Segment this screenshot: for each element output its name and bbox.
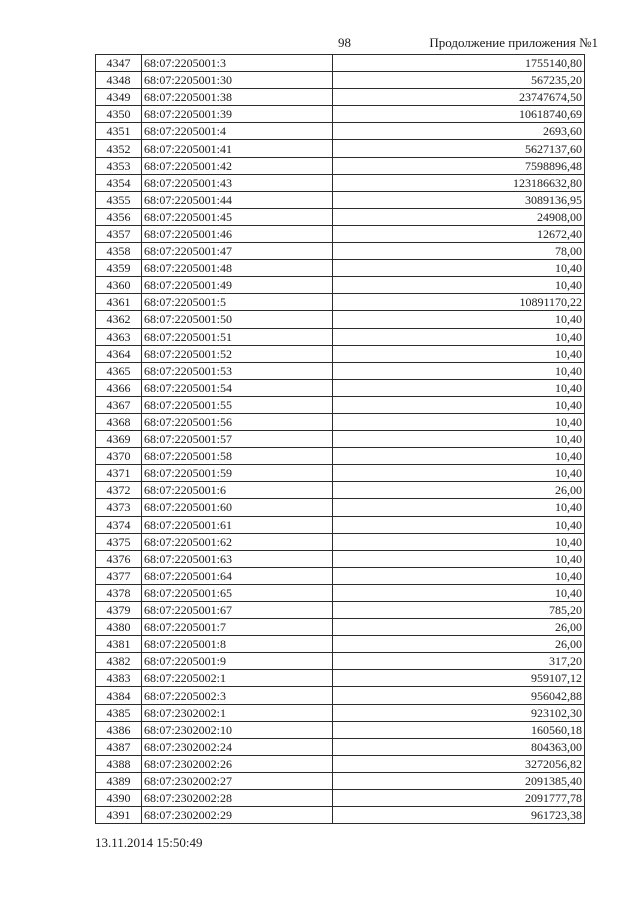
value-cell: 10,40 xyxy=(333,277,585,294)
value-cell: 10,40 xyxy=(333,533,585,550)
cadastral-number-cell: 68:07:2205001:30 xyxy=(142,72,333,89)
cadastral-number-cell: 68:07:2205001:6 xyxy=(142,482,333,499)
table-row xyxy=(96,738,585,755)
value-cell: 961723,38 xyxy=(333,807,585,824)
cadastral-number-cell: 68:07:2205001:49 xyxy=(142,277,333,294)
table-row xyxy=(96,345,585,362)
row-number-cell: 4368 xyxy=(96,413,142,430)
row-number-cell: 4384 xyxy=(96,687,142,704)
table-row xyxy=(96,670,585,687)
cadastral-number-cell: 68:07:2205001:48 xyxy=(142,260,333,277)
row-number-cell: 4360 xyxy=(96,277,142,294)
cadastral-number-cell: 68:07:2205001:51 xyxy=(142,328,333,345)
value-cell: 2091777,78 xyxy=(333,790,585,807)
row-number-cell: 4388 xyxy=(96,755,142,772)
row-number-cell: 4378 xyxy=(96,584,142,601)
cadastral-number-cell: 68:07:2205002:1 xyxy=(142,670,333,687)
value-cell: 785,20 xyxy=(333,602,585,619)
table-row xyxy=(96,687,585,704)
cadastral-number-cell: 68:07:2302002:10 xyxy=(142,721,333,738)
table-row xyxy=(96,208,585,225)
value-cell: 10,40 xyxy=(333,584,585,601)
row-number-cell: 4380 xyxy=(96,619,142,636)
value-cell: 26,00 xyxy=(333,636,585,653)
cadastral-number-cell: 68:07:2205001:59 xyxy=(142,465,333,482)
value-cell: 10,40 xyxy=(333,362,585,379)
row-number-cell: 4379 xyxy=(96,602,142,619)
row-number-cell: 4365 xyxy=(96,362,142,379)
table-row xyxy=(96,260,585,277)
cadastral-number-cell: 68:07:2205001:45 xyxy=(142,208,333,225)
value-cell: 10,40 xyxy=(333,413,585,430)
cadastral-number-cell: 68:07:2205001:43 xyxy=(142,174,333,191)
cadastral-number-cell: 68:07:2205001:5 xyxy=(142,294,333,311)
table-row xyxy=(96,653,585,670)
cadastral-number-cell: 68:07:2302002:27 xyxy=(142,772,333,789)
registry-table-body xyxy=(96,55,585,824)
table-row xyxy=(96,106,585,123)
table-row xyxy=(96,174,585,191)
cadastral-number-cell: 68:07:2205001:56 xyxy=(142,413,333,430)
row-number-cell: 4381 xyxy=(96,636,142,653)
row-number-cell: 4370 xyxy=(96,448,142,465)
cadastral-number-cell: 68:07:2302002:26 xyxy=(142,755,333,772)
table-row xyxy=(96,602,585,619)
row-number-cell: 4383 xyxy=(96,670,142,687)
cadastral-number-cell: 68:07:2205001:7 xyxy=(142,619,333,636)
cadastral-number-cell: 68:07:2302002:29 xyxy=(142,807,333,824)
row-number-cell: 4354 xyxy=(96,174,142,191)
value-cell: 10,40 xyxy=(333,328,585,345)
row-number-cell: 4359 xyxy=(96,260,142,277)
table-row xyxy=(96,584,585,601)
table-row xyxy=(96,448,585,465)
row-number-cell: 4348 xyxy=(96,72,142,89)
row-number-cell: 4356 xyxy=(96,208,142,225)
row-number-cell: 4366 xyxy=(96,379,142,396)
table-row xyxy=(96,567,585,584)
value-cell: 26,00 xyxy=(333,619,585,636)
value-cell: 10,40 xyxy=(333,448,585,465)
value-cell: 23747674,50 xyxy=(333,89,585,106)
value-cell: 2091385,40 xyxy=(333,772,585,789)
value-cell: 1755140,80 xyxy=(333,55,585,72)
cadastral-number-cell: 68:07:2205001:52 xyxy=(142,345,333,362)
table-row xyxy=(96,431,585,448)
table-row xyxy=(96,362,585,379)
appendix-caption: Продолжение приложения №1 xyxy=(429,35,598,50)
cadastral-number-cell: 68:07:2205001:3 xyxy=(142,55,333,72)
page-number: 98 xyxy=(338,35,351,50)
cadastral-number-cell: 68:07:2205001:61 xyxy=(142,516,333,533)
value-cell: 10,40 xyxy=(333,379,585,396)
cadastral-number-cell: 68:07:2205001:50 xyxy=(142,311,333,328)
row-number-cell: 4387 xyxy=(96,738,142,755)
value-cell: 959107,12 xyxy=(333,670,585,687)
table-row xyxy=(96,704,585,721)
row-number-cell: 4352 xyxy=(96,140,142,157)
value-cell: 10,40 xyxy=(333,311,585,328)
value-cell: 3272056,82 xyxy=(333,755,585,772)
table-row xyxy=(96,89,585,106)
cadastral-number-cell: 68:07:2302002:28 xyxy=(142,790,333,807)
row-number-cell: 4377 xyxy=(96,567,142,584)
value-cell: 26,00 xyxy=(333,482,585,499)
row-number-cell: 4349 xyxy=(96,89,142,106)
row-number-cell: 4351 xyxy=(96,123,142,140)
cadastral-number-cell: 68:07:2205001:46 xyxy=(142,225,333,242)
cadastral-number-cell: 68:07:2302002:24 xyxy=(142,738,333,755)
row-number-cell: 4363 xyxy=(96,328,142,345)
cadastral-number-cell: 68:07:2205001:57 xyxy=(142,431,333,448)
row-number-cell: 4350 xyxy=(96,106,142,123)
table-row xyxy=(96,311,585,328)
value-cell: 317,20 xyxy=(333,653,585,670)
cadastral-number-cell: 68:07:2205001:58 xyxy=(142,448,333,465)
value-cell: 10,40 xyxy=(333,465,585,482)
table-row xyxy=(96,243,585,260)
row-number-cell: 4385 xyxy=(96,704,142,721)
row-number-cell: 4386 xyxy=(96,721,142,738)
row-number-cell: 4353 xyxy=(96,157,142,174)
value-cell: 804363,00 xyxy=(333,738,585,755)
cadastral-number-cell: 68:07:2205001:65 xyxy=(142,584,333,601)
row-number-cell: 4364 xyxy=(96,345,142,362)
cadastral-number-cell: 68:07:2205001:4 xyxy=(142,123,333,140)
table-row xyxy=(96,516,585,533)
row-number-cell: 4347 xyxy=(96,55,142,72)
table-row xyxy=(96,191,585,208)
table-row xyxy=(96,772,585,789)
row-number-cell: 4376 xyxy=(96,550,142,567)
row-number-cell: 4374 xyxy=(96,516,142,533)
value-cell: 10,40 xyxy=(333,550,585,567)
table-row xyxy=(96,636,585,653)
table-row xyxy=(96,396,585,413)
table-row xyxy=(96,157,585,174)
table-row xyxy=(96,619,585,636)
cadastral-number-cell: 68:07:2205001:60 xyxy=(142,499,333,516)
table-row xyxy=(96,755,585,772)
value-cell: 567235,20 xyxy=(333,72,585,89)
row-number-cell: 4372 xyxy=(96,482,142,499)
table-row xyxy=(96,379,585,396)
cadastral-number-cell: 68:07:2205001:64 xyxy=(142,567,333,584)
cadastral-number-cell: 68:07:2205001:8 xyxy=(142,636,333,653)
value-cell: 956042,88 xyxy=(333,687,585,704)
value-cell: 10,40 xyxy=(333,516,585,533)
value-cell: 78,00 xyxy=(333,243,585,260)
cadastral-number-cell: 68:07:2205002:3 xyxy=(142,687,333,704)
row-number-cell: 4357 xyxy=(96,225,142,242)
cadastral-number-cell: 68:07:2302002:1 xyxy=(142,704,333,721)
row-number-cell: 4362 xyxy=(96,311,142,328)
cadastral-number-cell: 68:07:2205001:67 xyxy=(142,602,333,619)
footer-timestamp: 13.11.2014 15:50:49 xyxy=(95,835,203,850)
table-row xyxy=(96,807,585,824)
cadastral-number-cell: 68:07:2205001:55 xyxy=(142,396,333,413)
table-row xyxy=(96,721,585,738)
table-row xyxy=(96,790,585,807)
value-cell: 10891170,22 xyxy=(333,294,585,311)
table-row xyxy=(96,72,585,89)
value-cell: 923102,30 xyxy=(333,704,585,721)
row-number-cell: 4367 xyxy=(96,396,142,413)
row-number-cell: 4389 xyxy=(96,772,142,789)
table-row xyxy=(96,482,585,499)
value-cell: 160560,18 xyxy=(333,721,585,738)
table-row xyxy=(96,465,585,482)
value-cell: 10,40 xyxy=(333,260,585,277)
table-row xyxy=(96,328,585,345)
registry-table xyxy=(95,54,585,824)
cadastral-number-cell: 68:07:2205001:47 xyxy=(142,243,333,260)
value-cell: 10618740,69 xyxy=(333,106,585,123)
table-row xyxy=(96,550,585,567)
value-cell: 10,40 xyxy=(333,396,585,413)
row-number-cell: 4391 xyxy=(96,807,142,824)
value-cell: 10,40 xyxy=(333,567,585,584)
row-number-cell: 4390 xyxy=(96,790,142,807)
value-cell: 2693,60 xyxy=(333,123,585,140)
cadastral-number-cell: 68:07:2205001:53 xyxy=(142,362,333,379)
table-row xyxy=(96,533,585,550)
table-row xyxy=(96,140,585,157)
cadastral-number-cell: 68:07:2205001:39 xyxy=(142,106,333,123)
value-cell: 24908,00 xyxy=(333,208,585,225)
row-number-cell: 4382 xyxy=(96,653,142,670)
value-cell: 5627137,60 xyxy=(333,140,585,157)
cadastral-number-cell: 68:07:2205001:63 xyxy=(142,550,333,567)
cadastral-number-cell: 68:07:2205001:38 xyxy=(142,89,333,106)
cadastral-number-cell: 68:07:2205001:44 xyxy=(142,191,333,208)
row-number-cell: 4369 xyxy=(96,431,142,448)
row-number-cell: 4361 xyxy=(96,294,142,311)
table-row xyxy=(96,277,585,294)
table-row xyxy=(96,294,585,311)
table-row xyxy=(96,123,585,140)
row-number-cell: 4358 xyxy=(96,243,142,260)
table-row xyxy=(96,225,585,242)
value-cell: 10,40 xyxy=(333,499,585,516)
cadastral-number-cell: 68:07:2205001:9 xyxy=(142,653,333,670)
row-number-cell: 4375 xyxy=(96,533,142,550)
value-cell: 10,40 xyxy=(333,431,585,448)
value-cell: 10,40 xyxy=(333,345,585,362)
cadastral-number-cell: 68:07:2205001:62 xyxy=(142,533,333,550)
value-cell: 123186632,80 xyxy=(333,174,585,191)
cadastral-number-cell: 68:07:2205001:42 xyxy=(142,157,333,174)
row-number-cell: 4373 xyxy=(96,499,142,516)
table-row xyxy=(96,499,585,516)
table-row xyxy=(96,55,585,72)
value-cell: 3089136,95 xyxy=(333,191,585,208)
cadastral-number-cell: 68:07:2205001:41 xyxy=(142,140,333,157)
row-number-cell: 4355 xyxy=(96,191,142,208)
table-row xyxy=(96,413,585,430)
cadastral-number-cell: 68:07:2205001:54 xyxy=(142,379,333,396)
value-cell: 12672,40 xyxy=(333,225,585,242)
value-cell: 7598896,48 xyxy=(333,157,585,174)
row-number-cell: 4371 xyxy=(96,465,142,482)
